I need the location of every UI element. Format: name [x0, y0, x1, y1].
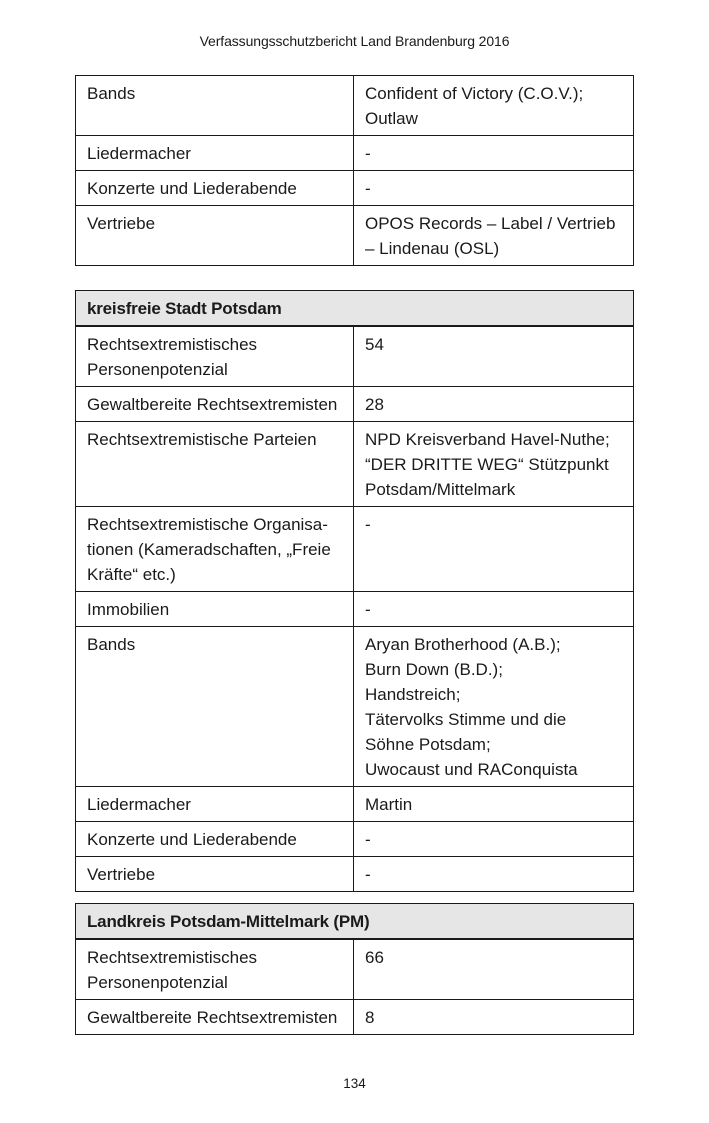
row-label [76, 136, 354, 171]
cell-text: Aryan Brotherhood (A.B.); [365, 635, 561, 654]
cell-text: 54 [365, 335, 384, 354]
cell-text: Rechtsextremistisches [87, 335, 258, 354]
table-row [76, 507, 634, 592]
row-value [354, 422, 634, 507]
row-label [76, 939, 354, 1000]
table-row [76, 76, 634, 136]
row-label [76, 857, 354, 892]
cell-text: Handstreich; [365, 685, 461, 704]
row-label [76, 507, 354, 592]
cell-text: tionen (Kameradschaften, „Freie [87, 540, 331, 559]
cell-text: Gewaltbereite Rechtsextremisten [87, 395, 338, 414]
table-row [76, 787, 634, 822]
cell-text: Tätervolks Stimme und die [365, 710, 567, 729]
row-value [354, 76, 634, 136]
cell-text: - [365, 515, 371, 534]
table-header-row [76, 904, 634, 940]
row-value [354, 822, 634, 857]
running-header: Verfassungsschutzbericht Land Brandenburg 2016 [199, 33, 510, 49]
cell-text: Burn Down (B.D.); [365, 660, 503, 679]
cell-text: Rechtsextremistische Parteien [87, 430, 317, 449]
row-label [76, 387, 354, 422]
cell-text: Immobilien [87, 600, 170, 619]
row-value [354, 206, 634, 266]
cell-text: Martin [365, 795, 413, 814]
row-label [76, 326, 354, 387]
cell-text: - [365, 830, 371, 849]
table-header-row [76, 291, 634, 327]
row-label [76, 592, 354, 627]
cell-text: – Lindenau (OSL) [365, 239, 500, 258]
cell-text: - [365, 144, 371, 163]
table-row [76, 857, 634, 892]
cell-text: Liedermacher [87, 144, 191, 163]
row-value [354, 326, 634, 387]
row-label [76, 787, 354, 822]
cell-text: Kräfte“ etc.) [87, 565, 176, 584]
cell-text: Bands [87, 84, 136, 103]
row-value [354, 592, 634, 627]
table-row [76, 387, 634, 422]
cell-text: Outlaw [365, 109, 418, 128]
cell-text: Konzerte und Liederabende [87, 830, 297, 849]
cell-text: Rechtsextremistische Organisa- [87, 515, 328, 534]
table-row [76, 822, 634, 857]
cell-text: Vertriebe [87, 214, 156, 233]
row-label [76, 422, 354, 507]
page-number: 134 [343, 1076, 366, 1091]
cell-text: - [365, 179, 371, 198]
cell-text: Personenpotenzial [87, 973, 228, 992]
table-row [76, 206, 634, 266]
cell-text: NPD Kreisverband Havel-Nuthe; [365, 430, 610, 449]
table-row [76, 939, 634, 1000]
district-table-potsdam-mittelmark [75, 903, 634, 1035]
row-label [76, 822, 354, 857]
cell-text: Uwocaust und RAConquista [365, 760, 578, 779]
section-title: Landkreis Potsdam-Mittelmark (PM) [76, 904, 634, 940]
cell-text: 66 [365, 948, 384, 967]
row-value [354, 171, 634, 206]
row-value [354, 787, 634, 822]
row-label [76, 206, 354, 266]
cell-text: Konzerte und Liederabende [87, 179, 297, 198]
cell-text: - [365, 600, 371, 619]
section-title: kreisfreie Stadt Potsdam [76, 291, 634, 327]
table-row [76, 592, 634, 627]
cell-text: Gewaltbereite Rechtsextremisten [87, 1008, 338, 1027]
cell-text: “DER DRITTE WEG“ Stützpunkt [365, 455, 609, 474]
table-row [76, 627, 634, 787]
row-label [76, 1000, 354, 1035]
cell-text: Vertriebe [87, 865, 156, 884]
row-value [354, 387, 634, 422]
cell-text: 8 [365, 1008, 375, 1027]
row-value [354, 857, 634, 892]
cell-text: Personenpotenzial [87, 360, 228, 379]
cell-text: Söhne Potsdam; [365, 735, 491, 754]
row-label [76, 76, 354, 136]
table-row [76, 326, 634, 387]
cell-text: Bands [87, 635, 136, 654]
cell-text: Confident of Victory (C.O.V.); [365, 84, 584, 103]
cell-text: OPOS Records – Label / Vertrieb [365, 214, 616, 233]
table-row [76, 1000, 634, 1035]
cell-text: - [365, 865, 371, 884]
row-value [354, 136, 634, 171]
district-table-potsdam [75, 290, 634, 892]
row-value [354, 507, 634, 592]
district-table-continued [75, 75, 634, 266]
row-label [76, 627, 354, 787]
row-label [76, 171, 354, 206]
cell-text: Potsdam/Mittelmark [365, 480, 516, 499]
table-row [76, 171, 634, 206]
table-row [76, 422, 634, 507]
row-value [354, 627, 634, 787]
row-value [354, 1000, 634, 1035]
cell-text: Liedermacher [87, 795, 191, 814]
cell-text: Rechtsextremistisches [87, 948, 258, 967]
row-value [354, 939, 634, 1000]
table-row [76, 136, 634, 171]
cell-text: 28 [365, 395, 384, 414]
